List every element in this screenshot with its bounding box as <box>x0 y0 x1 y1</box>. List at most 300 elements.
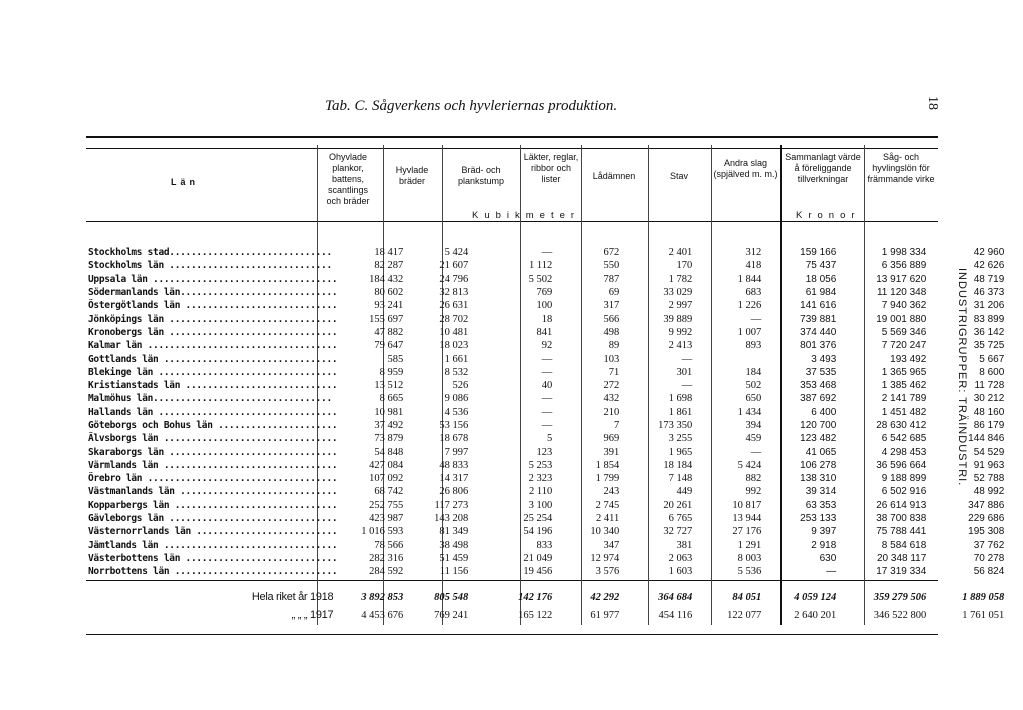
cell-value: 13 917 620 <box>876 273 927 285</box>
cell-value: 159 166 <box>800 247 837 259</box>
previous-year-row <box>88 608 1010 621</box>
cell-value: 91 963 <box>973 459 1005 471</box>
cell-value: 51 459 <box>439 552 469 564</box>
table-title: Tab. C. Sågverkens och hyvleriernas produktion. <box>325 98 618 114</box>
cell-value: 89 <box>608 340 620 352</box>
table-row <box>88 259 1010 272</box>
cell-value: 155 697 <box>369 313 404 325</box>
cell-value: — <box>826 566 837 578</box>
table-row <box>88 286 1010 299</box>
cell-value: 193 492 <box>890 353 927 365</box>
cell-value: 18 678 <box>439 433 469 445</box>
county-name: Västernorrlands län .......................... <box>88 526 338 538</box>
cell-value: 5 424 <box>737 459 762 471</box>
table-row <box>88 539 1010 552</box>
cell-value: 39 889 <box>663 313 693 325</box>
cell-value: 3 493 <box>811 353 837 365</box>
cell-value: 6 502 916 <box>881 486 927 498</box>
cell-value: 3 576 <box>595 566 620 578</box>
cell-value: 374 440 <box>800 326 837 338</box>
table-row <box>88 339 1010 352</box>
table-row <box>88 445 1010 458</box>
cell-value: 12 974 <box>590 552 620 564</box>
cell-value: 8 003 <box>737 552 762 564</box>
cell-value: 84 051 <box>732 591 762 603</box>
table-row <box>88 512 1010 525</box>
cell-value: 5 667 <box>979 353 1005 365</box>
cell-value: 10 817 <box>732 499 762 511</box>
cell-value: 82 287 <box>374 260 404 272</box>
table-row <box>88 299 1010 312</box>
cell-value: 459 <box>745 433 762 445</box>
cell-value: 4 453 676 <box>361 609 404 621</box>
county-name: Jönköpings län ............................... <box>88 313 338 325</box>
cell-value: 78 566 <box>374 539 404 551</box>
cell-value: 71 <box>608 366 620 378</box>
cell-value: 4 298 453 <box>881 446 927 458</box>
cell-value: 1 782 <box>668 273 693 285</box>
cell-value: 38 498 <box>439 539 469 551</box>
cell-value <box>698 352 767 365</box>
cell-value: 6 400 <box>811 406 837 418</box>
cell-value: 48 719 <box>973 273 1005 285</box>
cell-value: 1 889 058 <box>962 591 1005 603</box>
cell-value: 73 879 <box>374 433 404 445</box>
table-row <box>88 326 1010 339</box>
cell-value: 841 <box>536 326 553 338</box>
cell-value: 36 596 664 <box>876 459 927 471</box>
cell-value: 387 692 <box>800 393 837 405</box>
cell-value: 8 959 <box>379 366 404 378</box>
cell-value: 63 353 <box>805 499 837 511</box>
cell-value: 24 796 <box>439 273 469 285</box>
cell-value: 19 001 880 <box>876 313 927 325</box>
cell-value: 672 <box>603 247 620 259</box>
cell-value: 418 <box>745 260 762 272</box>
cell-value: 14 317 <box>439 473 469 485</box>
cell-value: 79 647 <box>374 340 404 352</box>
cell-value: 106 278 <box>800 459 837 471</box>
cell-value: 353 468 <box>800 380 837 392</box>
cell-value: 32 727 <box>663 526 693 538</box>
county-name: Uppsala län .................................. <box>88 273 338 285</box>
cell-value: 526 <box>452 380 469 392</box>
county-name: Göteborgs och Bohus län ...................... <box>88 420 338 431</box>
county-name: Kronobergs län ............................... <box>88 326 338 338</box>
cell-value: 123 482 <box>800 433 837 445</box>
county-name: Hallands län ................................. <box>88 406 338 418</box>
cell-value: 683 <box>745 287 762 299</box>
header-boxes: Lådämnen <box>592 171 636 181</box>
cell-value: 969 <box>603 433 620 445</box>
cell-value: 6 356 889 <box>881 260 927 272</box>
cell-value: 17 319 334 <box>876 566 927 578</box>
cell-value: — <box>541 247 553 259</box>
table-row <box>88 552 1010 565</box>
cell-value: 7 997 <box>444 446 469 458</box>
cell-value: 1 661 <box>444 353 469 365</box>
side-title: INDUSTRIGRUPPER: TRÄINDUSTRI. <box>956 268 968 487</box>
header-sawing: Såg- och hyvlingslön för främmande virke <box>867 152 935 184</box>
cell-value: 70 278 <box>973 552 1005 564</box>
cell-value: 1 434 <box>737 406 762 418</box>
top-rule <box>86 136 938 138</box>
cell-value: 312 <box>745 247 762 259</box>
cell-value: 10 481 <box>439 326 469 338</box>
cell-value: 1 007 <box>737 326 762 338</box>
cell-value: 40 <box>541 380 553 392</box>
county-name: Kristianstads län ............................ <box>88 380 338 392</box>
header-other: Andra slag (spjälved m. m.) <box>713 158 778 179</box>
cell-value: 28 630 412 <box>876 420 927 431</box>
cell-value: 48 992 <box>973 486 1005 498</box>
header-stump: Bräd- och plankstump <box>457 165 505 186</box>
county-name: Malmöhus län................................. <box>88 393 332 405</box>
cell-value: 787 <box>603 273 620 285</box>
county-name: Hela riket år 1918 <box>251 590 334 603</box>
cell-value: 5 424 <box>444 247 469 259</box>
cell-value: 5 536 <box>737 566 762 578</box>
unit-rule <box>86 221 938 222</box>
cell-value: 42 292 <box>590 591 620 603</box>
cell-value: 100 <box>536 300 553 312</box>
cell-value: 46 373 <box>973 287 1005 299</box>
cell-value: 229 686 <box>968 513 1005 525</box>
county-name: Gottlands län ................................ <box>88 353 338 365</box>
cell-value: 1 965 <box>668 446 693 458</box>
cell-value: 5 502 <box>528 273 553 285</box>
cell-value: 2 413 <box>668 340 693 352</box>
cell-value: 117 273 <box>434 499 469 511</box>
page-number: 18 <box>925 96 940 110</box>
cell-value: — <box>541 366 553 378</box>
cell-value: 13 944 <box>732 513 762 525</box>
cell-value: 48 160 <box>973 406 1005 418</box>
cell-value: 48 833 <box>439 459 469 471</box>
table-row <box>88 472 1010 485</box>
header-staves: Stav <box>669 171 688 181</box>
cell-value: 18 417 <box>374 247 404 259</box>
county-name: Kalmar län ................................... <box>88 340 338 352</box>
cell-value: 54 529 <box>973 446 1005 458</box>
cell-value: 80 602 <box>374 287 404 299</box>
cell-value: 2 063 <box>668 552 693 564</box>
county-name: Östergötlands län ............................ <box>88 300 338 312</box>
cell-value: 68 742 <box>374 486 404 498</box>
table-row <box>88 485 1010 498</box>
cell-value: 805 548 <box>434 591 469 603</box>
cell-value: 739 881 <box>800 313 837 325</box>
cell-value: 423 987 <box>369 513 404 525</box>
cell-value: 170 <box>676 260 693 272</box>
cell-value: 454 116 <box>658 609 693 621</box>
cell-value: 165 122 <box>518 609 553 621</box>
header-unplaned: Ohyvlade plankor, battens, scantlings och bräder <box>326 152 370 206</box>
cell-value: 10 981 <box>374 406 404 418</box>
cell-value: 3 892 853 <box>361 591 404 603</box>
cell-value: 107 092 <box>369 473 404 485</box>
cell-value: 9 992 <box>668 326 693 338</box>
cell-value: 13 512 <box>374 380 404 392</box>
cell-value: 7 <box>614 420 620 431</box>
cell-value: 7 148 <box>668 473 693 485</box>
cell-value: 11 120 348 <box>876 287 927 299</box>
header-planed: Hyvlade bräder <box>395 165 429 186</box>
cell-value: 5 253 <box>528 459 553 471</box>
cell-value: 6 542 685 <box>881 433 927 445</box>
cell-value: 61 984 <box>805 287 837 299</box>
cell-value: 1 861 <box>668 406 693 418</box>
cell-value: 394 <box>745 420 762 431</box>
unit-money: Kronor <box>796 210 861 221</box>
cell-value: 801 376 <box>800 340 837 352</box>
cell-value: 138 310 <box>800 473 837 485</box>
cell-value: 86 179 <box>973 420 1005 431</box>
cell-value: 18 023 <box>439 340 469 352</box>
cell-value: 37 762 <box>973 539 1005 551</box>
county-name: Blekinge län ................................. <box>88 366 338 378</box>
county-name: Gävleborgs län ............................... <box>88 513 338 525</box>
county-name: Västerbottens län ............................ <box>88 552 338 564</box>
cell-value: — <box>750 313 762 325</box>
cell-value: 173 350 <box>658 420 693 431</box>
cell-value: 56 824 <box>973 566 1005 578</box>
cell-value: 1 698 <box>668 393 693 405</box>
cell-value: 2 110 <box>529 486 553 498</box>
cell-value: 141 616 <box>800 300 837 312</box>
cell-value: 27 176 <box>732 526 762 538</box>
cell-value: 42 626 <box>973 260 1005 272</box>
cell-value: 143 208 <box>434 513 469 525</box>
cell-value: 6 765 <box>668 513 693 525</box>
cell-value: 893 <box>745 340 762 352</box>
cell-value: 18 <box>541 313 553 325</box>
cell-value: 1 799 <box>595 473 620 485</box>
cell-value: 2 997 <box>668 300 693 312</box>
cell-value: 122 077 <box>727 609 762 621</box>
cell-value: 11 156 <box>439 566 469 578</box>
cell-value: 1 603 <box>668 566 693 578</box>
county-name: Stockholms län .............................. <box>88 260 332 272</box>
total-row <box>88 586 1010 608</box>
cell-value: 769 <box>536 287 553 299</box>
cell-value: 81 349 <box>439 526 469 538</box>
table-row <box>88 366 1010 379</box>
cell-value: 2 918 <box>811 539 837 551</box>
cell-value: 449 <box>676 486 693 498</box>
cell-value: 37 535 <box>805 366 837 378</box>
table-row <box>88 352 1010 365</box>
cell-value: 391 <box>603 446 620 458</box>
cell-value: 31 206 <box>973 300 1005 312</box>
cell-value: 8 584 618 <box>881 539 927 551</box>
cell-value: 2 640 201 <box>794 609 837 621</box>
cell-value: 317 <box>603 300 620 312</box>
unit-volume: Kubikmeter <box>472 210 581 221</box>
cell-value: 1 451 482 <box>881 406 927 418</box>
cell-value: 26 631 <box>439 300 469 312</box>
cell-value: 210 <box>603 406 620 418</box>
county-name: Jämtlands län ................................ <box>88 539 338 551</box>
cell-value: 566 <box>603 313 620 325</box>
county-name: Södermanlands län............................. <box>88 287 338 299</box>
cell-value: 3 100 <box>528 499 553 511</box>
cell-value: 20 261 <box>663 499 693 511</box>
header-value: Sammanlagt värde å föreliggande tillverkningar <box>785 152 861 184</box>
cell-value: 21 049 <box>523 552 553 564</box>
county-name: Älvsborgs län ................................ <box>88 433 338 445</box>
production-table <box>88 246 1010 622</box>
table-row <box>88 246 1010 259</box>
cell-value: 54 196 <box>523 526 553 538</box>
cell-value: 61 977 <box>590 609 620 621</box>
header-lan: Län <box>170 177 199 187</box>
cell-value: 11 728 <box>974 380 1005 392</box>
cell-value: — <box>681 380 693 392</box>
cell-value: 381 <box>676 539 693 551</box>
cell-value: 25 254 <box>523 513 553 525</box>
cell-value: 1 844 <box>737 273 762 285</box>
cell-value: 2 323 <box>528 473 553 485</box>
cell-value: 28 702 <box>439 313 469 325</box>
county-name: „ „ „ 1917 <box>291 608 334 621</box>
cell-value: 18 056 <box>805 273 837 285</box>
cell-value: 2 411 <box>596 513 620 525</box>
cell-value: 26 614 913 <box>876 499 927 511</box>
cell-value: 550 <box>603 260 620 272</box>
cell-value: 35 725 <box>973 340 1005 352</box>
county-name: Norrbottens län .............................. <box>88 566 338 578</box>
cell-value: — <box>541 406 553 418</box>
table-row <box>88 419 1010 432</box>
cell-value: 282 316 <box>369 552 404 564</box>
cell-value: 769 241 <box>434 609 469 621</box>
cell-value: 53 156 <box>439 420 469 431</box>
cell-value: 93 241 <box>374 300 404 312</box>
table-row <box>88 565 1010 578</box>
county-name: Värmlands län ................................ <box>88 459 338 471</box>
cell-value: 75 437 <box>805 260 837 272</box>
header-laths: Läkter, reglar, ribbor och lister <box>523 152 579 184</box>
cell-value: 38 700 838 <box>876 513 927 525</box>
cell-value: 195 308 <box>968 526 1005 538</box>
cell-value: 9 086 <box>444 393 469 405</box>
cell-value: 4 536 <box>444 406 469 418</box>
cell-value: 3 255 <box>668 433 693 445</box>
cell-value: 2 141 789 <box>881 393 927 405</box>
cell-value: — <box>750 446 762 458</box>
cell-value: — <box>541 420 553 431</box>
cell-value: 7 720 247 <box>881 340 927 352</box>
cell-value: 18 184 <box>663 459 693 471</box>
cell-value: 2 401 <box>668 247 693 259</box>
cell-value: 36 142 <box>973 326 1005 338</box>
cell-value: 301 <box>676 366 693 378</box>
cell-value: 54 848 <box>374 446 404 458</box>
cell-value: 364 684 <box>658 591 693 603</box>
cell-value: 92 <box>541 340 553 352</box>
spacer-row <box>88 578 1010 586</box>
county-name: Stockholms stad.............................. <box>88 247 332 259</box>
table-row <box>88 459 1010 472</box>
cell-value: 37 492 <box>374 420 404 431</box>
cell-value: 1 226 <box>737 300 762 312</box>
cell-value: 20 348 117 <box>876 552 927 564</box>
cell-value: 52 788 <box>973 473 1005 485</box>
cell-value: 8 600 <box>979 366 1005 378</box>
cell-value: 75 788 441 <box>876 526 927 538</box>
cell-value: 103 <box>603 353 620 365</box>
cell-value: 347 886 <box>968 499 1005 511</box>
cell-value: 585 <box>387 353 404 365</box>
cell-value: 498 <box>603 326 620 338</box>
cell-value: 1 854 <box>595 459 620 471</box>
cell-value: 42 960 <box>973 247 1005 259</box>
cell-value: 120 700 <box>800 420 837 431</box>
cell-value: 21 607 <box>439 260 469 272</box>
table-row <box>88 273 1010 286</box>
cell-value: 1 385 462 <box>881 380 927 392</box>
cell-value: 1 291 <box>737 539 762 551</box>
cell-value: 359 279 506 <box>873 591 927 603</box>
cell-value: 1 998 334 <box>881 247 927 259</box>
table-row <box>88 432 1010 445</box>
table-row <box>88 406 1010 419</box>
cell-value: 427 084 <box>369 459 404 471</box>
cell-value: 1 016 593 <box>361 526 404 538</box>
cell-value: 992 <box>745 486 762 498</box>
cell-value: 1 761 051 <box>962 609 1005 621</box>
cell-value: 123 <box>536 446 553 458</box>
cell-value: 253 133 <box>800 513 837 525</box>
county-name: Kopparbergs län .............................. <box>88 499 338 511</box>
cell-value: 26 806 <box>439 486 469 498</box>
cell-value: 1 365 965 <box>881 366 927 378</box>
header-rule <box>86 148 938 149</box>
cell-value: — <box>541 353 553 365</box>
cell-value: 272 <box>603 380 620 392</box>
cell-value: 8 532 <box>444 366 469 378</box>
table-row <box>88 379 1010 392</box>
cell-value: 346 522 800 <box>873 609 927 621</box>
cell-value: 432 <box>603 393 620 405</box>
cell-value: 144 846 <box>968 433 1005 445</box>
table-row <box>88 525 1010 538</box>
bottom-rule <box>86 634 938 635</box>
cell-value: 9 188 899 <box>881 473 927 485</box>
cell-value: 2 745 <box>595 499 620 511</box>
cell-value: 8 665 <box>379 393 404 405</box>
cell-value: 252 755 <box>369 499 404 511</box>
cell-value: 47 882 <box>374 326 404 338</box>
cell-value: 1 112 <box>529 260 553 272</box>
cell-value: 5 569 346 <box>881 326 927 338</box>
table-row <box>88 312 1010 325</box>
cell-value: 142 176 <box>518 591 553 603</box>
cell-value: 83 899 <box>973 313 1005 325</box>
county-name: Västmanlands län ............................. <box>88 486 338 498</box>
cell-value: 69 <box>608 287 620 299</box>
cell-value: 650 <box>745 393 762 405</box>
cell-value: 882 <box>745 473 762 485</box>
cell-value: 41 065 <box>805 446 837 458</box>
cell-value: 833 <box>536 539 553 551</box>
county-name: Skaraborgs län ............................... <box>88 446 338 458</box>
cell-value: 32 813 <box>439 287 469 299</box>
cell-value: 284 592 <box>369 566 404 578</box>
cell-value: 30 212 <box>973 393 1005 405</box>
cell-value: 630 <box>819 552 837 564</box>
